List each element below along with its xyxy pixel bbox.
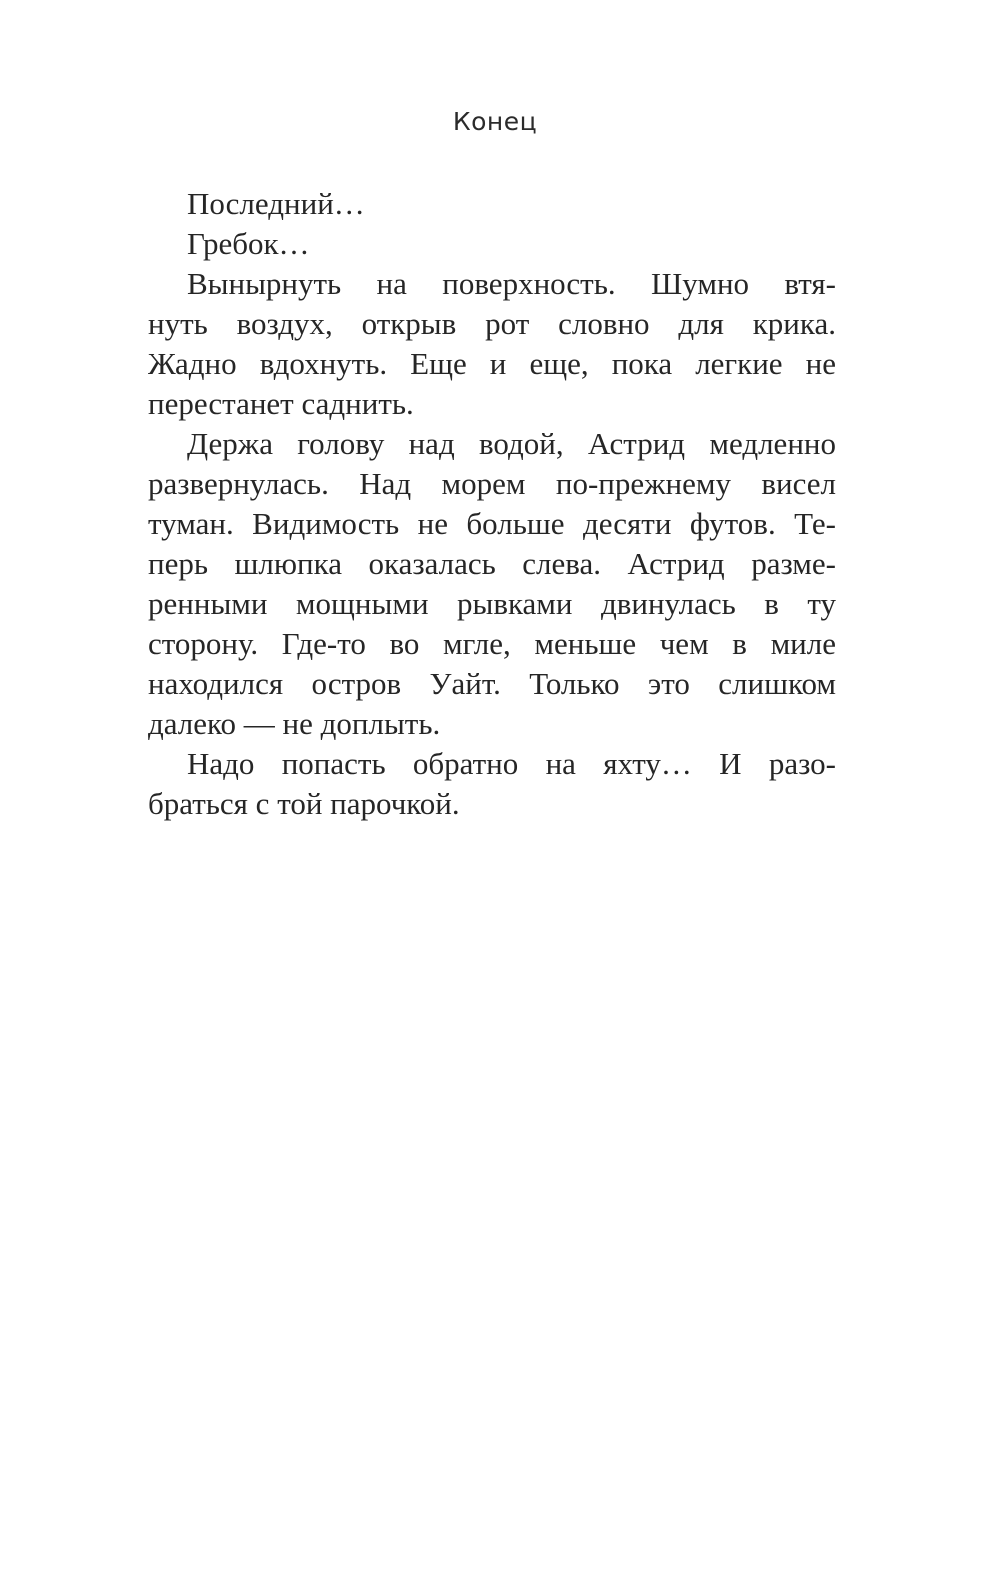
text-line: находился остров Уайт. Только это слишком [148,666,836,701]
text-line: ренными мощными рывками двинулась в ту [148,586,836,621]
text-line: сторону. Где-то во мгле, меньше чем в миле [148,626,836,661]
text-line: Держа голову над водой, Астрид медленно [187,426,836,461]
text-line: Вынырнуть на поверхность. Шумно втя- [187,266,836,301]
text-line: Надо попасть обратно на яхту… И разо- [187,746,836,781]
text-line: браться с той парочкой. [148,786,460,821]
text-line: перь шлюпка оказалась слева. Астрид разме- [148,546,836,581]
text-line: Жадно вдохнуть. Еще и еще, пока легкие не [148,346,836,381]
text-line: нуть воздух, открыв рот словно для крика. [148,306,836,341]
text-line: далеко — не доплыть. [148,706,441,741]
text-line: Гребок… [187,226,310,261]
text-line: перестанет саднить. [148,386,414,421]
text-line: Последний… [187,186,365,221]
text-line: туман. Видимость не больше десяти футов. Те- [148,506,836,541]
chapter-title: Конец [452,107,538,136]
text-line: развернулась. Над морем по-прежнему висел [148,466,836,501]
